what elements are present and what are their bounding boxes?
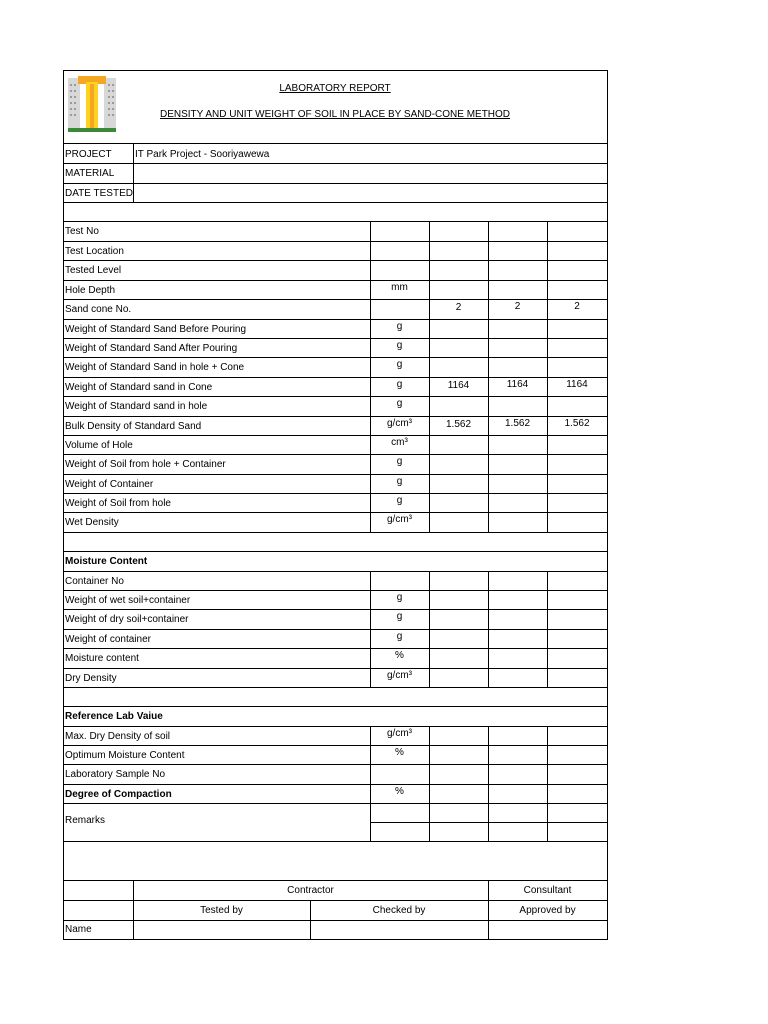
approved-by-label: Approved by [519,905,576,916]
checked-by-label: Checked by [372,905,426,916]
measurement-label: Weight of Container [65,479,154,490]
unit-cell: g [396,379,403,390]
table-left-border [63,70,64,940]
company-logo [66,74,118,136]
remarks-label: Remarks [65,815,106,826]
measurement-label: Wet Density [65,517,119,528]
row-divider [63,532,608,533]
project-value: IT Park Project - Sooriyawewa [135,149,270,160]
unit-cell: g/cm³ [387,514,412,525]
material-label: MATERIAL [65,168,115,179]
measurement-label: Weight of Soil from hole [65,498,171,509]
row-divider [63,357,608,358]
row-divider [63,435,608,436]
remarks-merge [64,822,370,823]
reference-heading: Reference Lab Vaiue [65,711,163,722]
contractor-heading: Contractor [287,885,334,896]
row-divider [63,299,608,300]
table-right-border [607,70,608,940]
row-divider [63,512,608,513]
measurement-label: Volume of Hole [65,440,133,451]
project-label: PROJECT [65,149,112,160]
row-divider [63,493,608,494]
value-cell: 1.562 [564,418,590,429]
row-divider [63,841,608,842]
row-divider [63,629,608,630]
row-divider [63,648,608,649]
compaction-label: Degree of Compaction [65,789,172,800]
value-column-divider [370,726,371,842]
value-column-divider [429,571,430,688]
row-divider [63,706,608,707]
row-divider [63,454,608,455]
unit-cell: g [396,631,403,642]
unit-cell: mm [391,282,408,293]
measurement-label: Test Location [65,246,124,257]
unit-cell: g/cm³ [387,728,412,739]
unit-cell: g [396,611,403,622]
unit-cell: g [396,321,403,332]
row-divider [63,687,608,688]
row-divider [63,241,608,242]
row-divider [63,70,608,71]
consultant-heading: Consultant [523,885,572,896]
moisture-label: Container No [65,576,124,587]
row-divider [63,416,608,417]
row-divider [63,920,608,921]
unit-cell: % [395,650,404,661]
unit-cell: g [396,456,403,467]
row-divider [63,338,608,339]
info-column-divider [133,143,134,203]
measurement-label: Weight of Standard Sand in hole + Cone [65,362,245,373]
value-column-divider [429,726,430,842]
reference-label: Optimum Moisture Content [65,750,185,761]
unit-cell: g [396,592,403,603]
value-cell: 2 [574,301,580,312]
row-divider [63,668,608,669]
row-divider [63,396,608,397]
row-divider [63,880,608,881]
value-column-divider [547,221,548,533]
measurement-label: Weight of Standard sand in Cone [65,382,213,393]
value-column-divider [488,571,489,688]
row-divider [63,900,608,901]
row-divider [63,803,608,804]
moisture-heading: Moisture Content [65,556,148,567]
measurement-label: Sand cone No. [65,304,132,315]
row-divider [63,745,608,746]
row-divider [63,726,608,727]
row-divider [63,474,608,475]
row-divider [63,202,608,203]
moisture-label: Weight of dry soil+container [65,614,189,625]
unit-cell: g/cm³ [387,670,412,681]
date-tested-label: DATE TESTED [65,188,133,199]
value-cell: 1.562 [445,419,472,430]
value-cell: 2 [455,302,462,313]
value-cell: 1164 [447,380,470,391]
value-cell: 1164 [506,379,529,390]
row-divider [63,939,608,940]
unit-cell: g [396,495,403,506]
row-divider [63,221,608,222]
row-divider [63,163,608,164]
report-title: LABORATORY REPORT [279,83,391,94]
row-divider [63,764,608,765]
row-divider [63,183,608,184]
row-divider [63,590,608,591]
row-divider [63,143,608,144]
row-divider [63,551,608,552]
measurement-label: Weight of Standard sand in hole [65,401,208,412]
name-label: Name [65,924,92,935]
value-column-divider [429,221,430,533]
row-divider [63,609,608,610]
value-column-divider [547,571,548,688]
measurement-label: Test No [65,226,99,237]
reference-label: Max. Dry Density of soil [65,731,171,742]
value-column-divider [488,221,489,533]
moisture-label: Weight of container [65,634,151,645]
value-cell: 1164 [566,379,588,390]
measurement-label: Hole Depth [65,285,116,296]
value-cell: 2 [514,301,521,312]
row-divider [63,377,608,378]
value-cell: 1.562 [504,418,531,429]
measurement-label: Weight of Standard Sand Before Pouring [65,324,247,335]
unit-cell: g [396,398,403,409]
moisture-label: Moisture content [65,653,139,664]
measurement-label: Weight of Soil from hole + Container [65,459,226,470]
report-subtitle: DENSITY AND UNIT WEIGHT OF SOIL IN PLACE BY SAND-CONE METHOD [159,109,511,120]
value-column-divider [547,726,548,842]
unit-cell: g/cm³ [387,418,412,429]
measurement-label: Weight of Standard Sand After Pouring [65,343,238,354]
tested-by-label: Tested by [200,905,243,916]
value-column-divider [488,726,489,842]
moisture-label: Dry Density [65,673,117,684]
measurement-label: Bulk Density of Standard Sand [65,421,202,432]
unit-cell: cm³ [391,437,408,448]
row-divider [63,260,608,261]
unit-cell: % [395,747,404,758]
unit-cell: % [395,786,404,797]
row-divider [63,571,608,572]
measurement-label: Tested Level [65,265,122,276]
unit-cell: g [396,476,403,487]
unit-cell: g [396,340,403,351]
row-divider [63,280,608,281]
row-divider [63,319,608,320]
moisture-label: Weight of wet soil+container [65,595,191,606]
row-divider [63,784,608,785]
unit-cell: g [396,359,403,370]
reference-label: Laboratory Sample No [65,769,166,780]
